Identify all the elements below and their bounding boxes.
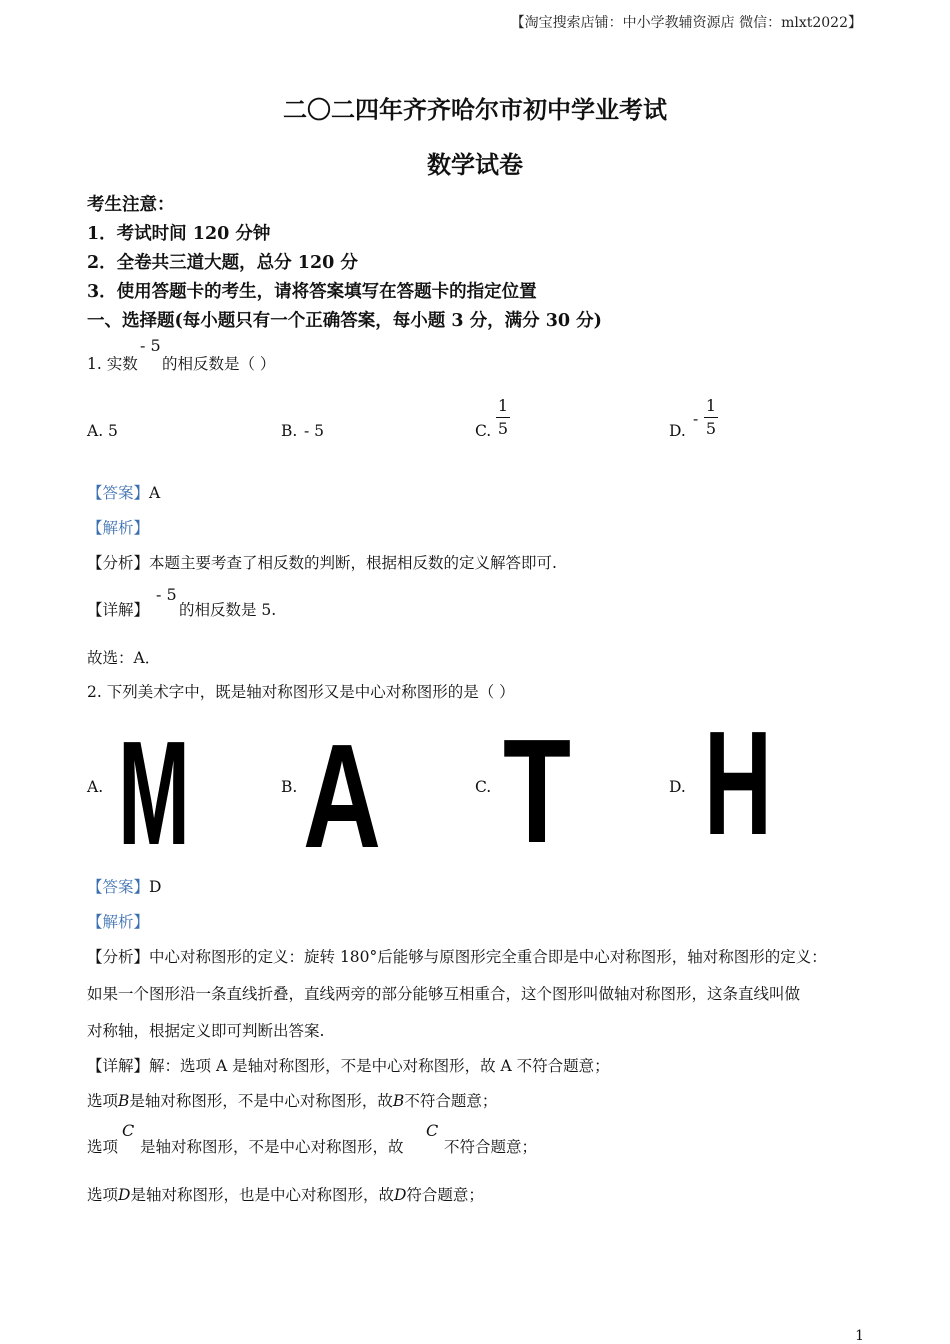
q1-option-d-label: D.: [669, 422, 686, 440]
var-d-2: D: [393, 1186, 407, 1204]
q1-answer: A: [149, 484, 161, 502]
letter-m-glyph: [116, 711, 192, 876]
fraction-numerator: 1: [497, 396, 509, 415]
var-d: D: [118, 1186, 131, 1204]
fraction-bar: [704, 417, 718, 418]
q2-fenxi-line-1: [87, 945, 827, 967]
fraction-bar: [496, 417, 510, 418]
fraction-numerator: 1: [705, 396, 717, 415]
page-title: 二〇二四年齐齐哈尔市初中学业考试: [283, 95, 667, 124]
q2-xiangjie-a: 解：选项 A 是轴对称图形，不是中心对称图形，故 A 不符合题意；: [149, 1057, 610, 1075]
glyph-a: A: [303, 714, 381, 879]
q2-xiangjie-line-a: [87, 1054, 610, 1076]
q2-line-c-end: 不符合题意；: [444, 1138, 538, 1156]
fraction-denominator: 5: [497, 419, 509, 438]
letter-t-glyph: [502, 709, 572, 874]
q1-option-c-label: C.: [475, 422, 492, 440]
q2-answer-line: [87, 875, 161, 897]
q2-fenxi-line-3: 对称轴，根据定义即可判断出答案.: [87, 1022, 325, 1040]
fraction-denominator: 5: [705, 419, 717, 438]
q2-option-c-label: C.: [475, 778, 492, 796]
q2-answer: D: [149, 878, 162, 896]
q1-xiangjie-math: - 5: [156, 585, 177, 604]
q2-xiangjie-line-b: [87, 1089, 497, 1111]
letter-h-glyph: [702, 701, 774, 866]
glyph-m: M: [118, 711, 190, 876]
page-subtitle: 数学试卷: [427, 150, 523, 179]
text-middle: 是轴对称图形，不是中心对称图形，故: [129, 1092, 393, 1110]
q2-option-b-label: B.: [281, 778, 298, 796]
q2-stem: 2. 下列美术字中，既是轴对称图形又是中心对称图形的是（ ）: [87, 683, 515, 701]
q2-analysis-tag: 【解析】: [87, 913, 150, 931]
q2-fenxi-1: 中心对称图形的定义：旋转 180°后能够与原图形完全重合即是中心对称图形，轴对称图形的定义：: [149, 948, 827, 966]
q2-fenxi-line-2: 如果一个图形沿一条直线折叠，直线两旁的部分能够互相重合，这个图形叫做轴对称图形，这条直线叫做: [87, 985, 801, 1003]
q1-option-a: A. 5: [87, 422, 118, 440]
glyph-t: T: [503, 709, 571, 874]
q1-fenxi-line: [87, 551, 557, 573]
var-b: B: [118, 1092, 130, 1110]
glyph-h: H: [704, 701, 772, 866]
answer-tag: 【答案】: [87, 484, 150, 502]
q1-option-c-fraction: [496, 397, 510, 438]
q2-xiangjie-line-d: [87, 1183, 484, 1205]
q1-suffix: 的相反数是（ ）: [162, 355, 276, 373]
fenxi-tag: 【分析】: [87, 554, 150, 572]
q2-line-c-middle: 是轴对称图形，不是中心对称图形，故: [140, 1138, 404, 1156]
q1-fenxi: 本题主要考查了相反数的判断，根据相反数的定义解答即可.: [149, 554, 557, 572]
text-end: 符合题意；: [406, 1186, 484, 1204]
notice-heading: 考生注意：: [87, 195, 175, 215]
text-end: 不符合题意；: [404, 1092, 498, 1110]
page-number: 1: [855, 1328, 864, 1344]
q2-option-a-label: A.: [87, 778, 104, 796]
q1-option-d-sign: -: [693, 410, 699, 428]
q1-math: - 5: [140, 336, 161, 355]
q1-option-d-fraction: [704, 397, 718, 438]
q1-option-b-label: B.: [281, 422, 298, 440]
header-note: 【淘宝搜索店铺：中小学教辅资源店 微信：mlxt2022】: [510, 15, 862, 31]
q1-xiangjie-suffix: 的相反数是 5.: [179, 601, 277, 619]
q1-prefix: 1. 实数: [87, 355, 138, 373]
var-c-super-2: C: [426, 1121, 439, 1140]
q2-option-d-label: D.: [669, 778, 686, 796]
notice-item-1: 1．考试时间 120 分钟: [87, 224, 271, 244]
q1-answer-line: [87, 481, 160, 503]
letter-a-glyph: [302, 714, 382, 879]
text-option: 选项: [87, 1092, 119, 1110]
q1-analysis-tag: 【解析】: [87, 519, 150, 537]
xiangjie-tag: 【详解】: [87, 1057, 150, 1075]
q2-xiangjie-line-c: 选项: [87, 1138, 119, 1156]
q1-choose: 故选：A．: [87, 649, 161, 667]
text-option: 选项: [87, 1186, 119, 1204]
q1-option-b-value: - 5: [304, 422, 325, 440]
notice-item-2: 2．全卷共三道大题，总分 120 分: [87, 253, 358, 273]
text-middle: 是轴对称图形，也是中心对称图形，故: [130, 1186, 394, 1204]
var-c-super: C: [122, 1121, 135, 1140]
notice-item-3: 3．使用答题卡的考生，请将答案填写在答题卡的指定位置: [87, 282, 537, 302]
answer-tag: 【答案】: [87, 878, 150, 896]
section-heading: 一、选择题(每小题只有一个正确答案，每小题 3 分，满分 30 分): [87, 311, 602, 331]
var-b-2: B: [392, 1092, 405, 1110]
fenxi-tag: 【分析】: [87, 948, 150, 966]
q1-xiangjie-tag: 【详解】: [87, 601, 150, 619]
